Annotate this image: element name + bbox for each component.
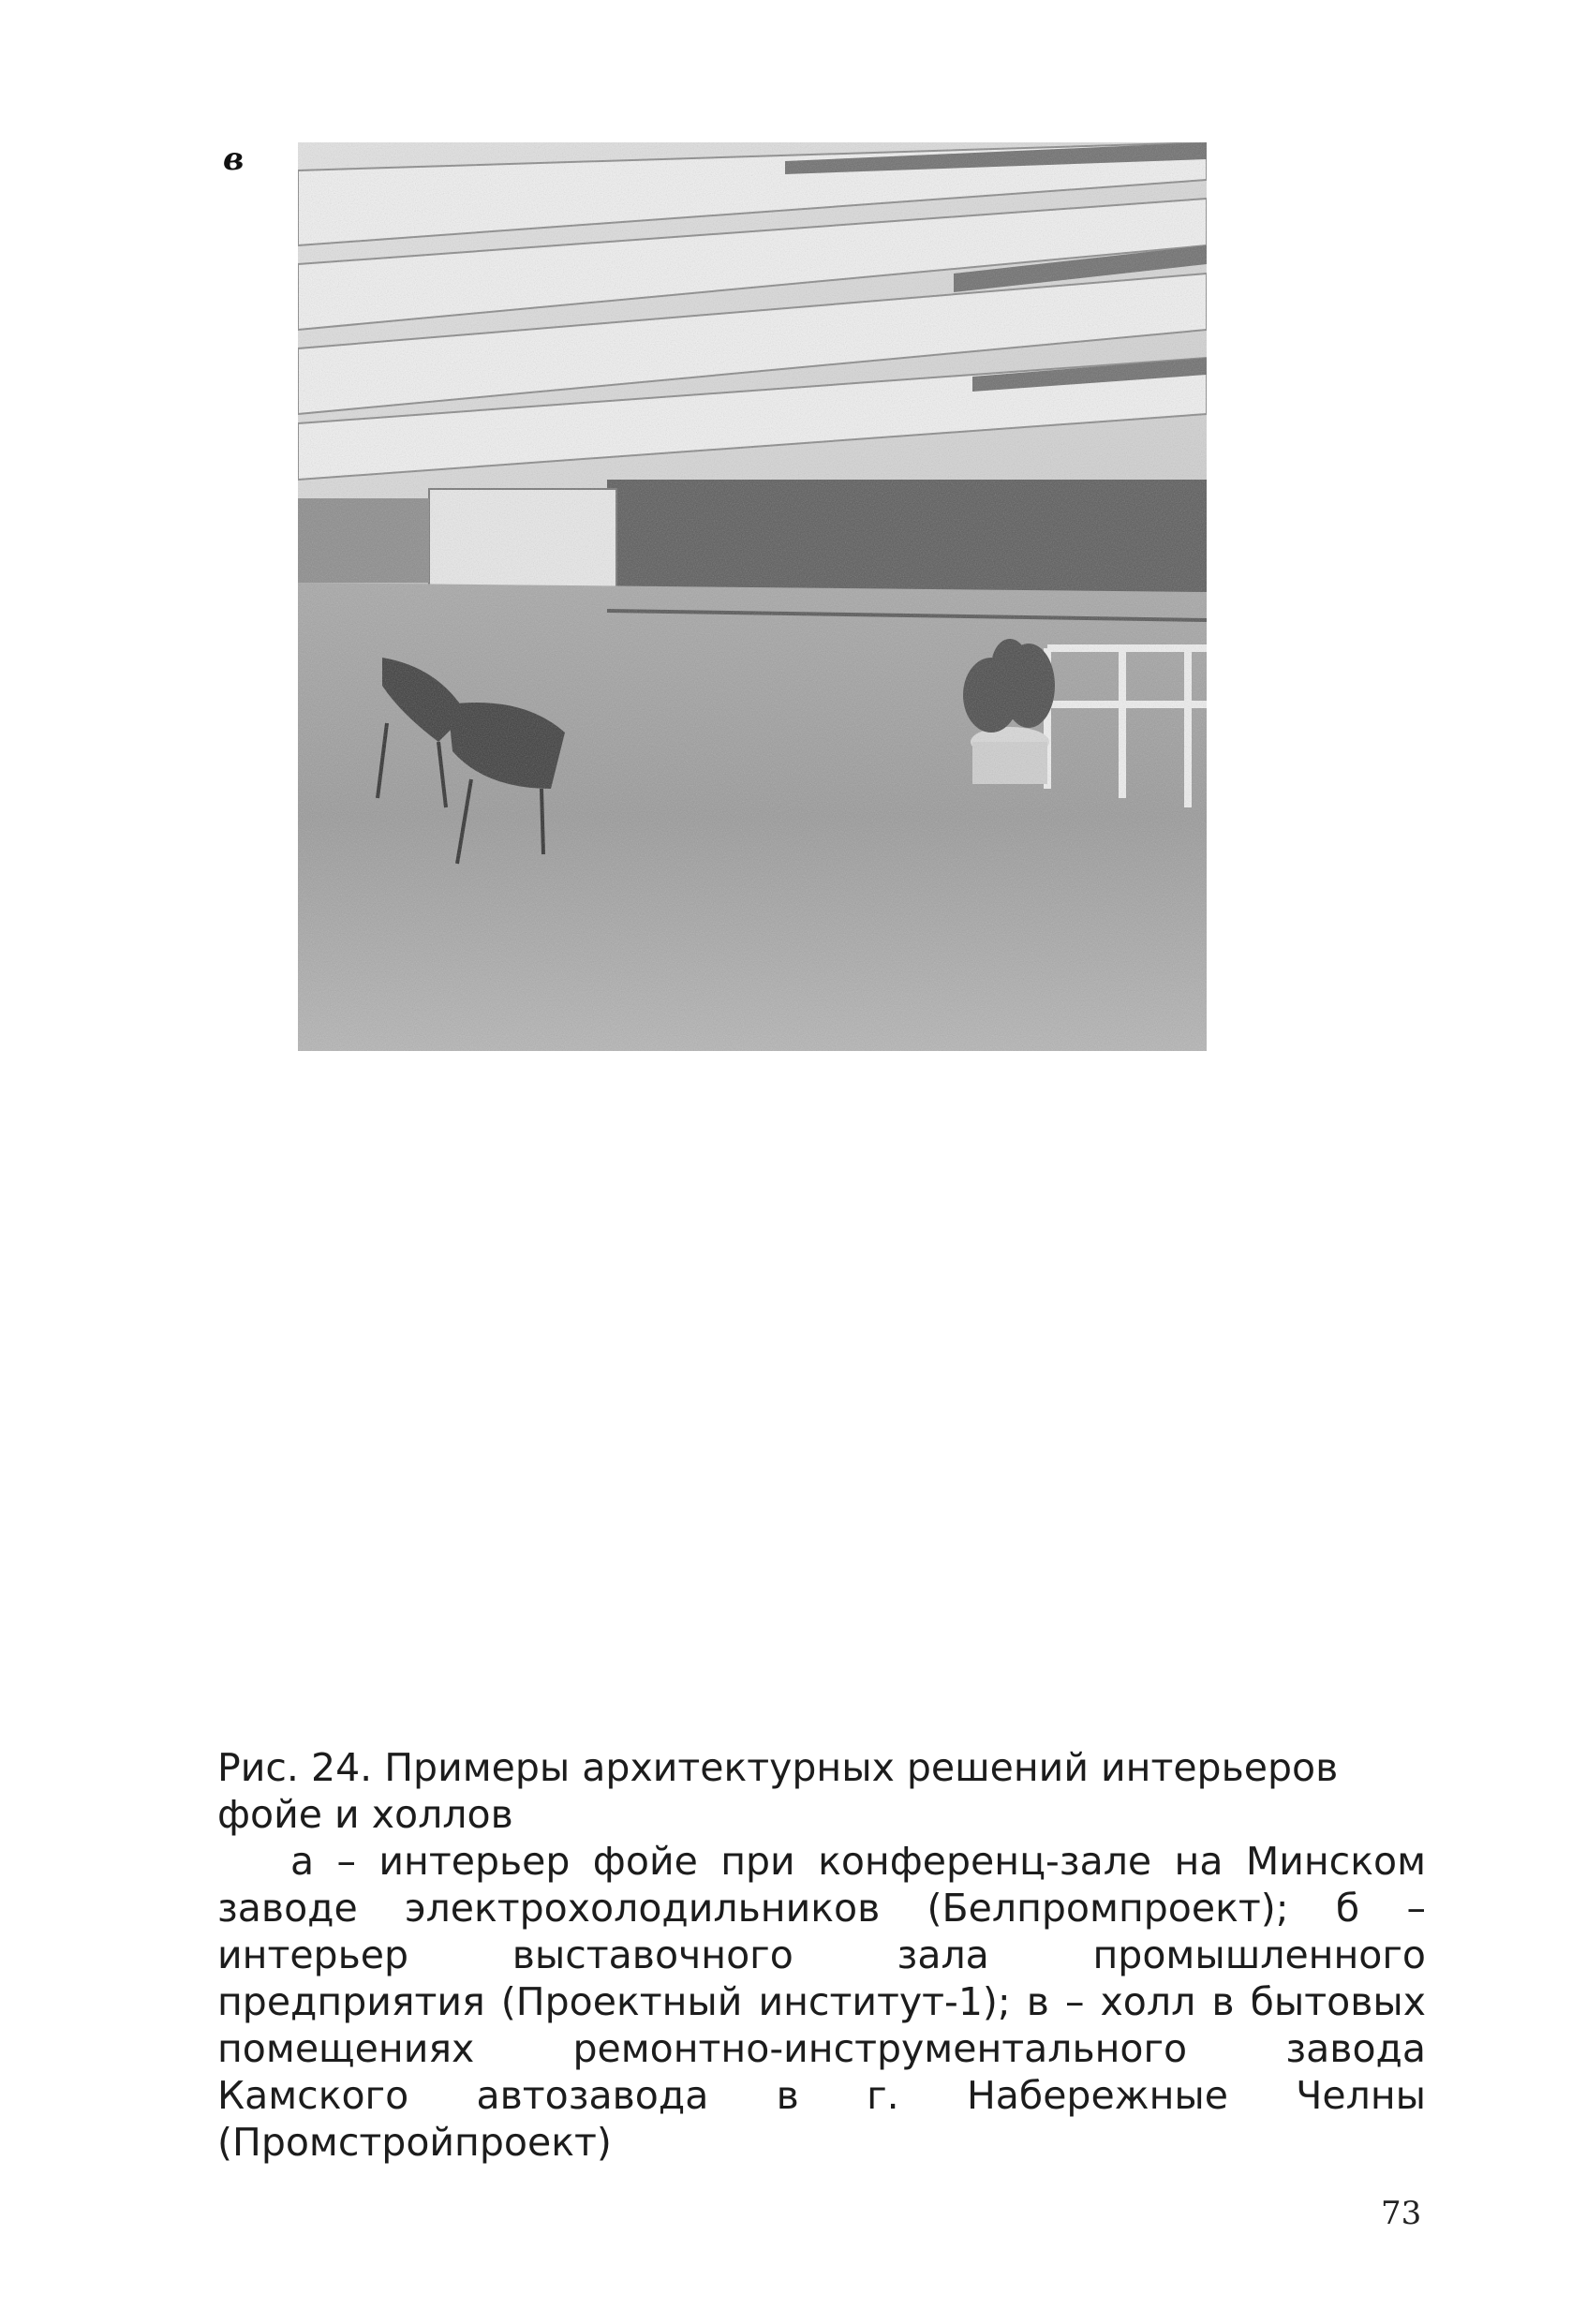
figure-photo	[298, 142, 1207, 1051]
caption-title: Рис. 24. Примеры архитектурных решений интерьеров фойе и холлов	[217, 1745, 1339, 1837]
hall-interior-photo	[298, 142, 1207, 1051]
figure-caption	[217, 1744, 1426, 2166]
figure-panel-letter: в	[223, 141, 245, 178]
caption-body: а – интерьер фойе при конференц-зале на Минском заводе электрохолодильников (Белпромпроект); б – интерьер выставочного зала промышленного предприятия (Проектный институт-1); в – холл в бытовых помещениях ремонтно-инструментального завода Камского автозавода в г. Набережные Челны (Промстройпроект)	[217, 1839, 1426, 2165]
page-number: 73	[1381, 2195, 1422, 2232]
